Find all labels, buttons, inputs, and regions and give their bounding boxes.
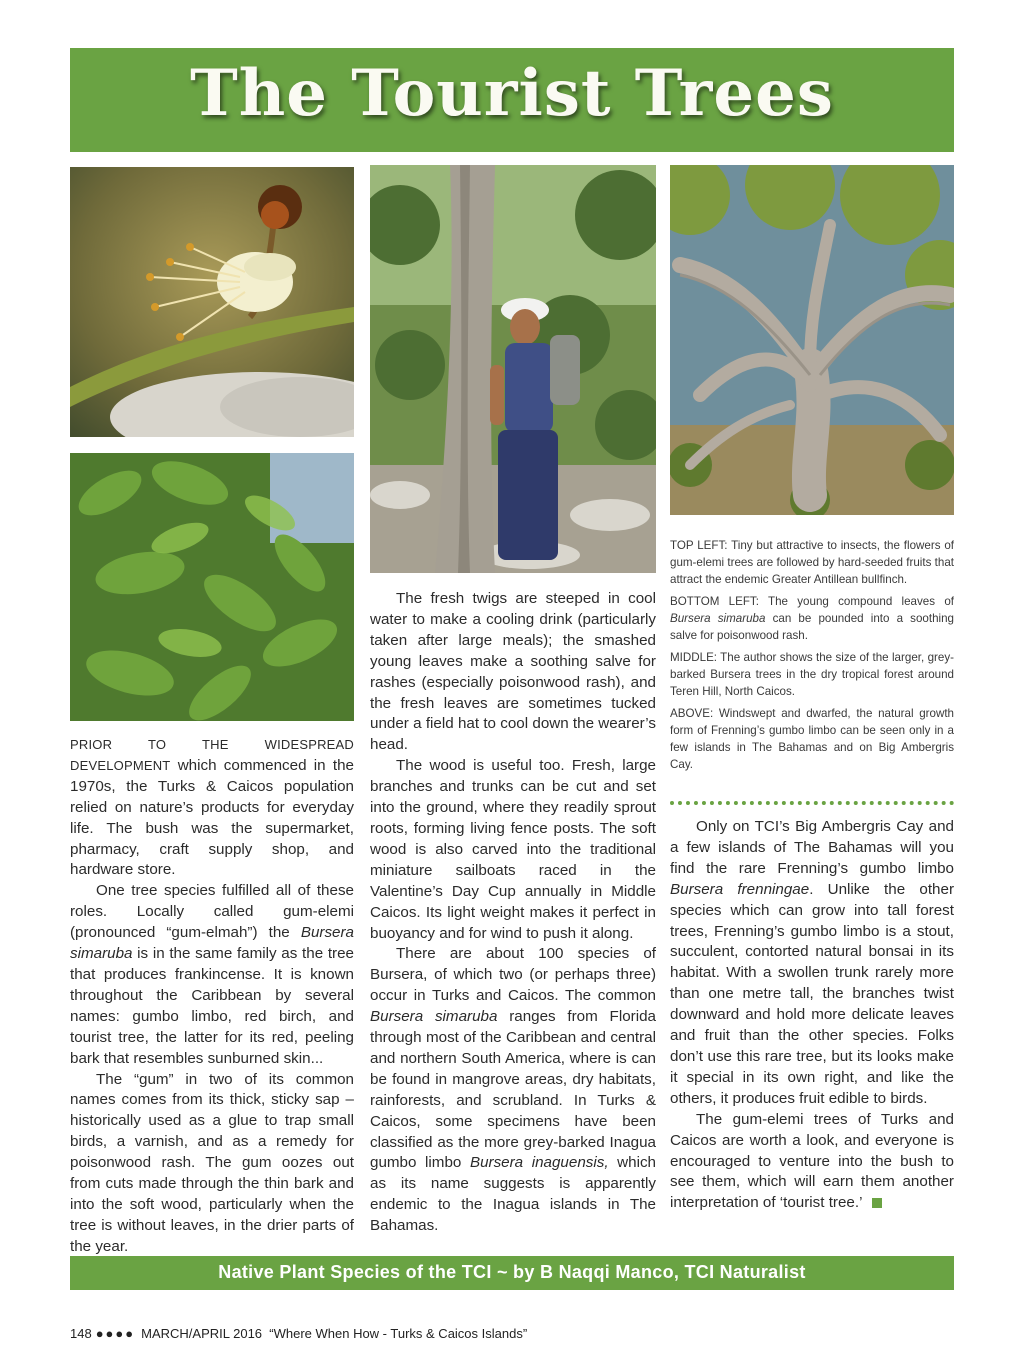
column-2: [370, 589, 656, 1237]
paragraph: The fresh twigs are steeped in cool water to make a cooling drink (particularly taken after large meals); the smashed young leaves make a soothing salve for rashes (especially poisonwood rash), and the fresh leaves are sometimes tucked under a field hat to cool down the wearer’s head.: [370, 590, 656, 754]
caption-text: can be pounded into a soothing salve for poisonwood rash.: [670, 612, 955, 642]
paragraph: [70, 735, 354, 881]
species-name: Bursera simaruba: [670, 612, 766, 625]
dotted-divider: [670, 801, 954, 805]
title-banner: [70, 48, 954, 152]
paragraph: The wood is useful too. Fresh, large branches and trunks can be cut and set into the ground, where they readily sprout roots, forming living fence posts. The soft wood is also carved into the traditional miniature sailboats raced in the Valentine’s Day Cup annually in Middle Caicos. Its light weight makes it perfect in buoyancy and for wind to push it along.: [370, 757, 656, 942]
leaves-photo: [70, 453, 354, 721]
folio-dots: ●●●●: [95, 1326, 136, 1341]
issue-date: MARCH/APRIL 2016: [141, 1326, 263, 1341]
paragraph: [670, 817, 954, 1110]
series-banner: [70, 1256, 954, 1290]
species-name: Bursera simaruba: [370, 1008, 498, 1026]
photo-captions: [670, 537, 954, 778]
paragraph-text: is in the same family as the tree that produces frankincense. It is known throughout the Caribbean by several names: gumbo limbo, red birch, and tourist tree, the latter for its red, peeling bark that resembles sunburned skin...: [70, 945, 354, 1067]
caption-above: ABOVE: Windswept and dwarfed, the natural growth form of Frenning’s gumbo limbo can be seen only in a few islands in The Bahamas and on Big Ambergris Cay.: [670, 707, 954, 771]
paragraph-text: Only on TCI’s Big Ambergris Cay and a few islands of The Bahamas will you find the rare Frenning’s gumbo limbo: [670, 818, 954, 877]
paragraph-text: One tree species fulfilled all of these roles. Locally called gum-elemi (pronounced “gum-elmah”) the: [70, 882, 354, 942]
paragraph-text: ranges from Florida through most of the Caribbean and central and northern South America, where is can be found in mangrove areas, dry habitats, rainforests, and scrubland. In Turks & Caicos, some specimens have been classified as the more grey-barked Inagua gumbo limbo: [370, 1008, 656, 1172]
species-name: Bursera frenningae: [670, 880, 810, 898]
frennings-gumbo-limbo-photo: [670, 165, 954, 515]
publication-name: “Where When How - Turks & Caicos Islands”: [269, 1326, 528, 1341]
flower-photo: [70, 167, 354, 437]
series-byline: Native Plant Species of the TCI ~ by B Naqqi Manco, TCI Naturalist: [218, 1262, 806, 1282]
author-tree-photo: [370, 165, 656, 573]
caption-top-left: TOP LEFT: Tiny but attractive to insects, the flowers of gum-elemi trees are followed by hard-seeded fruits that attract the endemic Greater Antillean bullfinch.: [670, 539, 954, 586]
paragraph: [670, 1110, 954, 1215]
end-mark-icon: [872, 1198, 882, 1208]
paragraph-text: There are about 100 species of Bursera, of which two (or perhaps three) occur in Turks and Caicos. The common: [370, 945, 656, 1005]
paragraph: [370, 944, 656, 1237]
column-3: [670, 817, 954, 1214]
article-title: The Tourist Trees: [190, 56, 834, 131]
page-number: 148: [70, 1326, 92, 1341]
paragraph-text: which as its name suggests is apparently endemic to the Inagua islands in The Bahamas.: [370, 1154, 656, 1235]
paragraph: [70, 881, 354, 1069]
caption-middle: MIDDLE: The author shows the size of the larger, grey-barked Bursera trees in the dry tropical forest around Teren Hill, North Caicos.: [670, 651, 954, 698]
lead-caps: PRIOR TO THE WIDESPREAD DEVELOPMENT: [70, 737, 354, 773]
paragraph-text: which commenced in the 1970s, the Turks & Caicos population relied on nature’s products for everyday life. The bush was the supermarket, pharmacy, craft supply shop, and hardware store.: [70, 756, 354, 879]
species-name: Bursera inaguensis,: [469, 1154, 609, 1172]
caption-text: BOTTOM LEFT: The young compound leaves of: [670, 595, 954, 608]
paragraph-text: The gum-elemi trees of Turks and Caicos are worth a look, and everyone is encouraged to venture into the bush to see them, which will earn them another interpretation of ‘tourist tree.’: [670, 1110, 954, 1212]
species-name: Bursera simaruba: [70, 924, 354, 963]
paragraph-text: . Unlike the other species which can grow into tall forest trees, Frenning’s gumbo limbo is a stout, succulent, contorted natural bonsai in its habitat. With a swollen trunk rarely more than one metre tall, the branches twist downward and hold more delicate leaves and fruit than the other species. Folks don’t use this rare tree, but its looks make it special in its own right, and like the others, it produces fruit edible to birds.: [670, 880, 954, 1107]
page-folio: [70, 1326, 527, 1341]
paragraph: The “gum” in two of its common names comes from its thick, sticky sap – historically used as a glue to trap small birds, a varnish, and as a remedy for poisonwood rash. The gum oozes out from cuts made through the thin bark and into the soft wood, particularly when the tree is without leaves, in the drier parts of the year.: [70, 1070, 354, 1255]
caption-bottom-left: [670, 593, 954, 644]
column-1: [70, 735, 354, 1258]
